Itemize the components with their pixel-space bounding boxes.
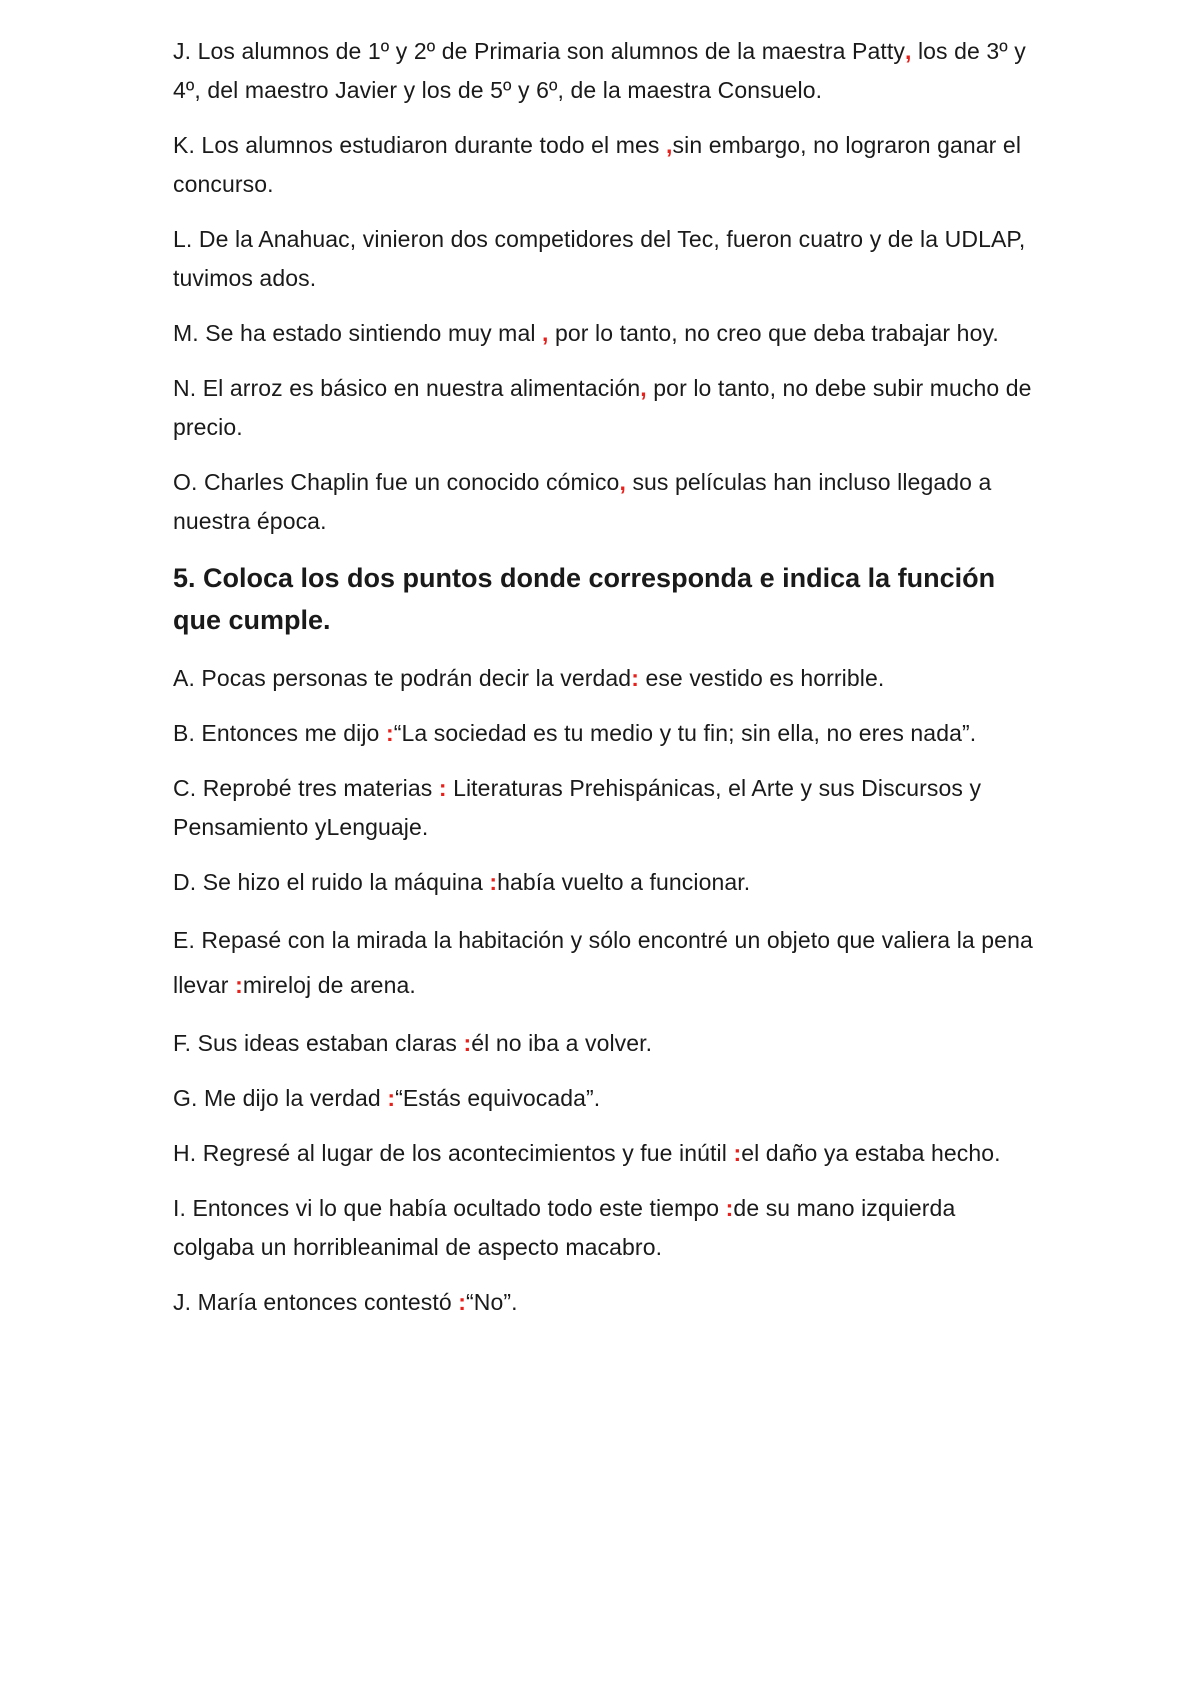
item-text: F. Sus ideas estaban claras [173,1030,464,1056]
inserted-comma: , [542,320,549,346]
item-text: L. De la Anahuac, vinieron dos competidores del Tec, fueron cuatro y de la UDLAP, tuvimos ados. [173,226,1026,291]
inserted-colon: : [387,1085,396,1111]
section-5-heading: 5. Coloca los dos puntos donde corresponda e indica la función que cumple. [173,563,996,635]
item-text: sus películas han incluso llegado a nuestra época. [173,469,992,534]
exercise-item-K [173,126,1043,204]
item-text: I. Entonces vi lo que había ocultado todo este tiempo [173,1195,726,1221]
item-text: H. Regresé al lugar de los acontecimientos y fue inútil [173,1140,734,1166]
exercise-item-N [173,369,1043,447]
item-text: N. El arroz es básico en nuestra alimentación [173,375,641,401]
exercise-item-F [173,1024,1043,1063]
inserted-colon: : [438,775,447,801]
item-text: “No”. [466,1289,518,1315]
inserted-comma: , [619,469,626,495]
inserted-colon: : [235,972,243,998]
document-page [173,32,1043,1338]
section-5-items [173,659,1043,1322]
item-text: C. Reprobé tres materias [173,775,439,801]
item-text: M. Se ha estado sintiendo muy mal [173,320,543,346]
exercise-item-A [173,659,1043,698]
item-text: “Estás equivocada”. [395,1085,601,1111]
item-text: E. Repasé con la mirada la habitación y sólo encontré un objeto que valiera la pena llevar [173,927,1033,998]
item-text: J. María entonces contestó [173,1289,459,1315]
item-text: D. Se hizo el ruido la máquina [173,869,490,895]
exercise-item-E [173,918,1043,1008]
item-text: los de 3º y 4º, del maestro Javier y los de 5º y 6º, de la maestra Consuelo. [173,38,1026,103]
item-text: sin embargo, no lograron ganar el concurso. [173,132,1022,197]
item-text: por lo tanto, no creo que deba trabajar hoy. [548,320,999,346]
inserted-colon: : [725,1195,734,1221]
exercise-item-M [173,314,1043,353]
inserted-colon: : [489,869,498,895]
item-text: por lo tanto, no debe subir mucho de precio. [173,375,1032,440]
inserted-colon: : [458,1289,467,1315]
item-text: ese vestido es horrible. [638,665,885,691]
item-text: K. Los alumnos estudiaron durante todo el mes [173,132,667,158]
item-text: él no iba a volver. [471,1030,653,1056]
item-text: B. Entonces me dijo [173,720,386,746]
item-text: Literaturas Prehispánicas, el Arte y sus Discursos y Pensamiento yLenguaje. [173,775,982,840]
inserted-colon: : [631,665,639,691]
item-text: A. Pocas personas te podrán decir la verdad [173,665,632,691]
inserted-comma: , [904,38,912,64]
exercise-item-J2 [173,1283,1043,1322]
exercise-item-B [173,714,1043,753]
exercise-item-I [173,1189,1043,1267]
inserted-colon: : [385,720,394,746]
item-text: O. Charles Chaplin fue un conocido cómico [173,469,620,495]
exercise-item-D [173,863,1043,902]
item-text: G. Me dijo la verdad [173,1085,388,1111]
inserted-comma: , [666,132,673,158]
item-text: mireloj de arena. [242,972,416,998]
exercise-item-L [173,220,1043,298]
item-text: “La sociedad es tu medio y tu fin; sin ella, no eres nada”. [393,720,977,746]
inserted-colon: : [463,1030,472,1056]
inserted-comma: , [640,375,647,401]
item-text: había vuelto a funcionar. [497,869,751,895]
exercise-item-J [173,32,1043,110]
exercise-item-H [173,1134,1043,1173]
exercise-item-O [173,463,1043,541]
exercise-item-C [173,769,1043,847]
exercise-item-G [173,1079,1043,1118]
item-text: el daño ya estaba hecho. [741,1140,1001,1166]
section-4-items [173,32,1043,541]
item-text: de su mano izquierda colgaba un horribleanimal de aspecto macabro. [173,1195,956,1260]
item-text: J. Los alumnos de 1º y 2º de Primaria son alumnos de la maestra Patty [173,38,905,64]
inserted-colon: : [733,1140,742,1166]
